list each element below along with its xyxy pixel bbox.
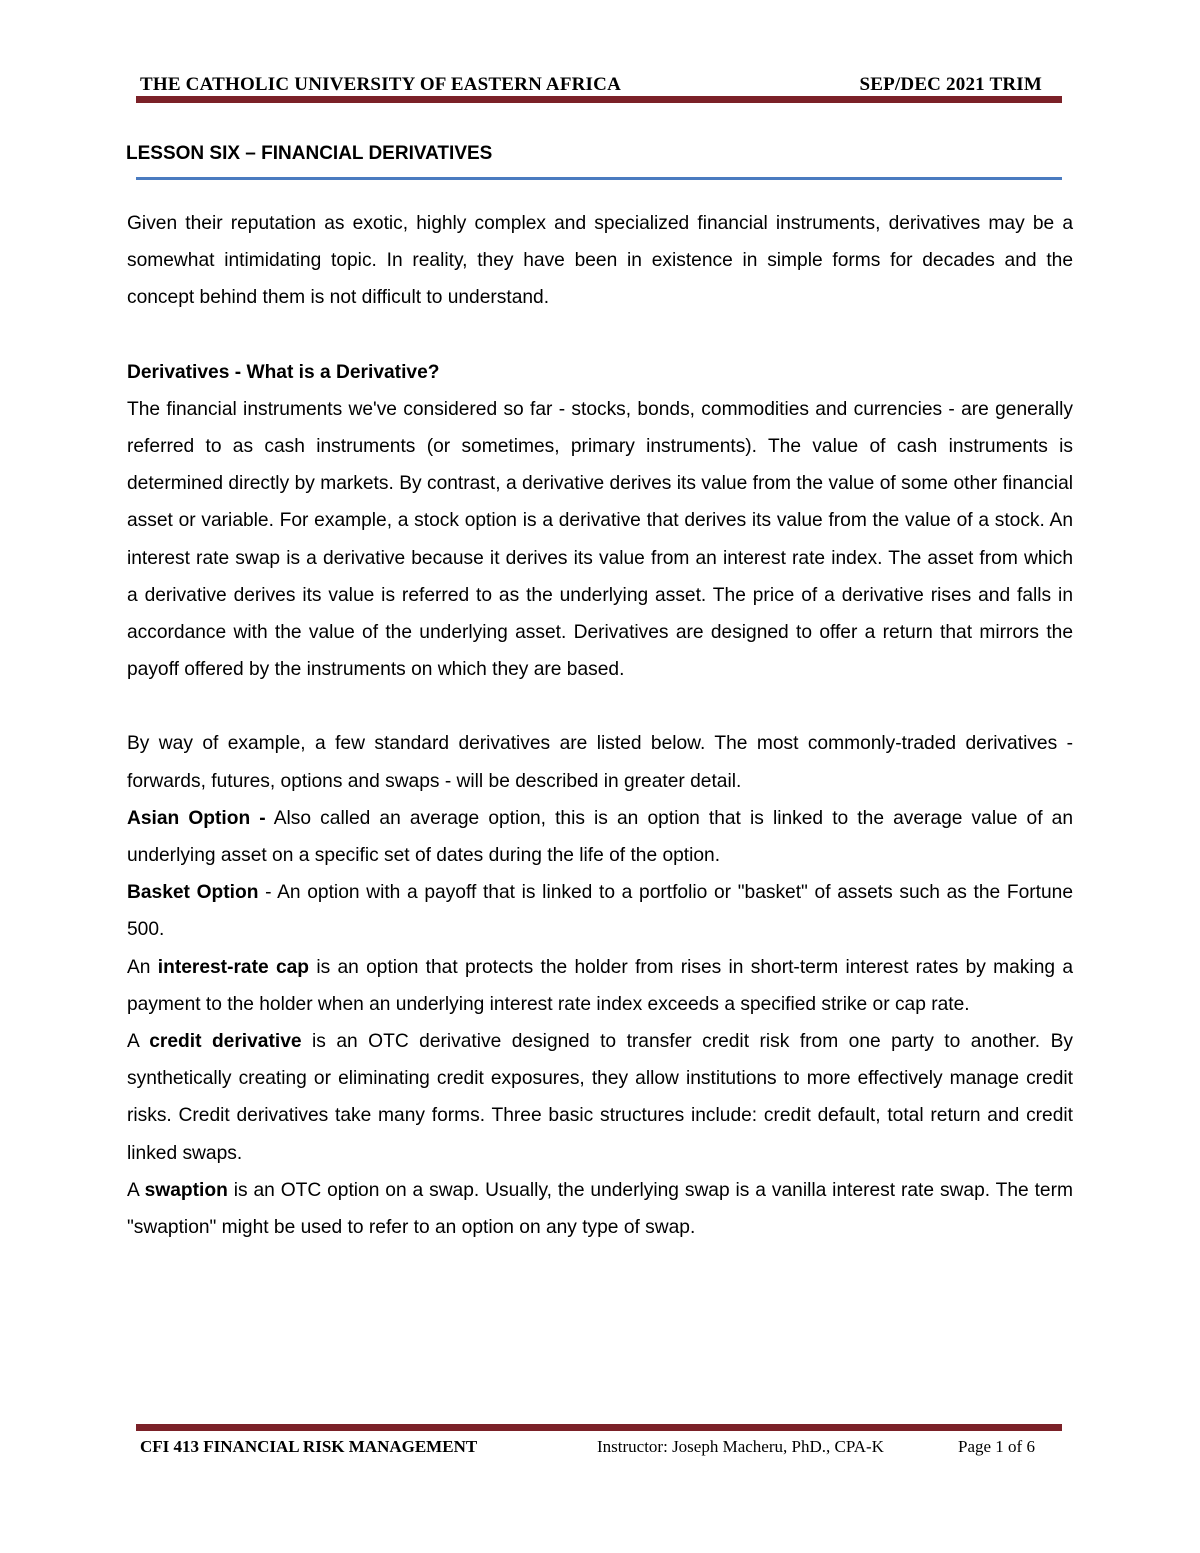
definition-basket-option <box>127 874 1073 948</box>
footer-page-number: Page 1 of 6 <box>958 1437 1035 1456</box>
definition-text: is an OTC option on a swap. Usually, the underlying swap is a vanilla interest rate swap. The term "swaption" might be used to refer to an option on any type of swap. <box>127 1179 1073 1239</box>
header-university: THE CATHOLIC UNIVERSITY OF EASTERN AFRICA <box>140 74 621 95</box>
header-term: SEP/DEC 2021 TRIM <box>859 74 1042 95</box>
section-heading: Derivatives - What is a Derivative? <box>127 361 440 383</box>
definition-term: swaption <box>144 1179 228 1201</box>
paragraph-spacer <box>127 688 1073 725</box>
examples-intro: By way of example, a few standard derivatives are listed below. The most commonly-traded derivatives - forwards, futures, options and swaps - will be described in greater detail. <box>127 733 1073 792</box>
footer-divider <box>136 1424 1062 1431</box>
intro-paragraph: Given their reputation as exotic, highly complex and specialized financial instruments, derivatives may be a somewhat intimidating topic. In reality, they have been in existence in simple forms for decades and the concept behind them is not difficult to understand. <box>127 213 1073 309</box>
definition-term: interest-rate cap <box>157 956 310 978</box>
definition-term: Basket Option <box>127 882 259 904</box>
section-paragraph: The financial instruments we've considered so far - stocks, bonds, commodities and currencies - are generally referred to as cash instruments (or sometimes, primary instruments). The value of cash instruments is determined directly by markets. By contrast, a derivative derives its value from the value of some other financial asset or variable. For example, a stock option is a derivative that derives its value from the value of a stock. An interest rate swap is a derivative because it derives its value from an interest rate index. The asset from which a derivative derives its value is referred to as the underlying asset. The price of a derivative rises and falls in accordance with the value of the underlying asset. Derivatives are designed to offer a return that mirrors the payoff offered by the instruments on which they are based. <box>127 398 1073 681</box>
definition-text: - An option with a payoff that is linked to a portfolio or "basket" of assets such as the Fortune 500. <box>127 882 1073 941</box>
definition-text: Also called an average option, this is an option that is linked to the average value of an underlying asset on a specific set of dates during the life of the option. <box>127 807 1073 867</box>
document-body <box>127 205 1073 1246</box>
definition-prefix: A <box>127 1179 145 1201</box>
header-divider <box>136 96 1062 103</box>
definition-interest-rate-cap <box>127 949 1073 1023</box>
definition-asian-option <box>127 800 1073 874</box>
lesson-title: LESSON SIX – FINANCIAL DERIVATIVES <box>126 143 493 164</box>
definition-credit-derivative <box>127 1023 1073 1172</box>
definition-swaption <box>127 1172 1073 1246</box>
definition-prefix: A <box>127 1031 150 1053</box>
definition-term: Asian Option - <box>127 807 266 829</box>
definition-text: is an OTC derivative designed to transfer credit risk from one party to another. By synthetically creating or eliminating credit exposures, they allow institutions to more effectively manage credit risks. Credit derivatives take many forms. Three basic structures include: credit default, total return and credit linked swaps. <box>127 1031 1073 1164</box>
definition-prefix: An <box>127 956 158 978</box>
footer-course: CFI 413 FINANCIAL RISK MANAGEMENT <box>140 1437 478 1456</box>
paragraph-spacer <box>127 317 1073 354</box>
definition-term: credit derivative <box>149 1031 302 1053</box>
title-underline <box>136 177 1062 180</box>
definition-text: is an option that protects the holder from rises in short-term interest rates by making a payment to the holder when an underlying interest rate index exceeds a specified strike or cap rate. <box>127 956 1073 1015</box>
footer-instructor: Instructor: Joseph Macheru, PhD., CPA-K <box>597 1437 884 1456</box>
